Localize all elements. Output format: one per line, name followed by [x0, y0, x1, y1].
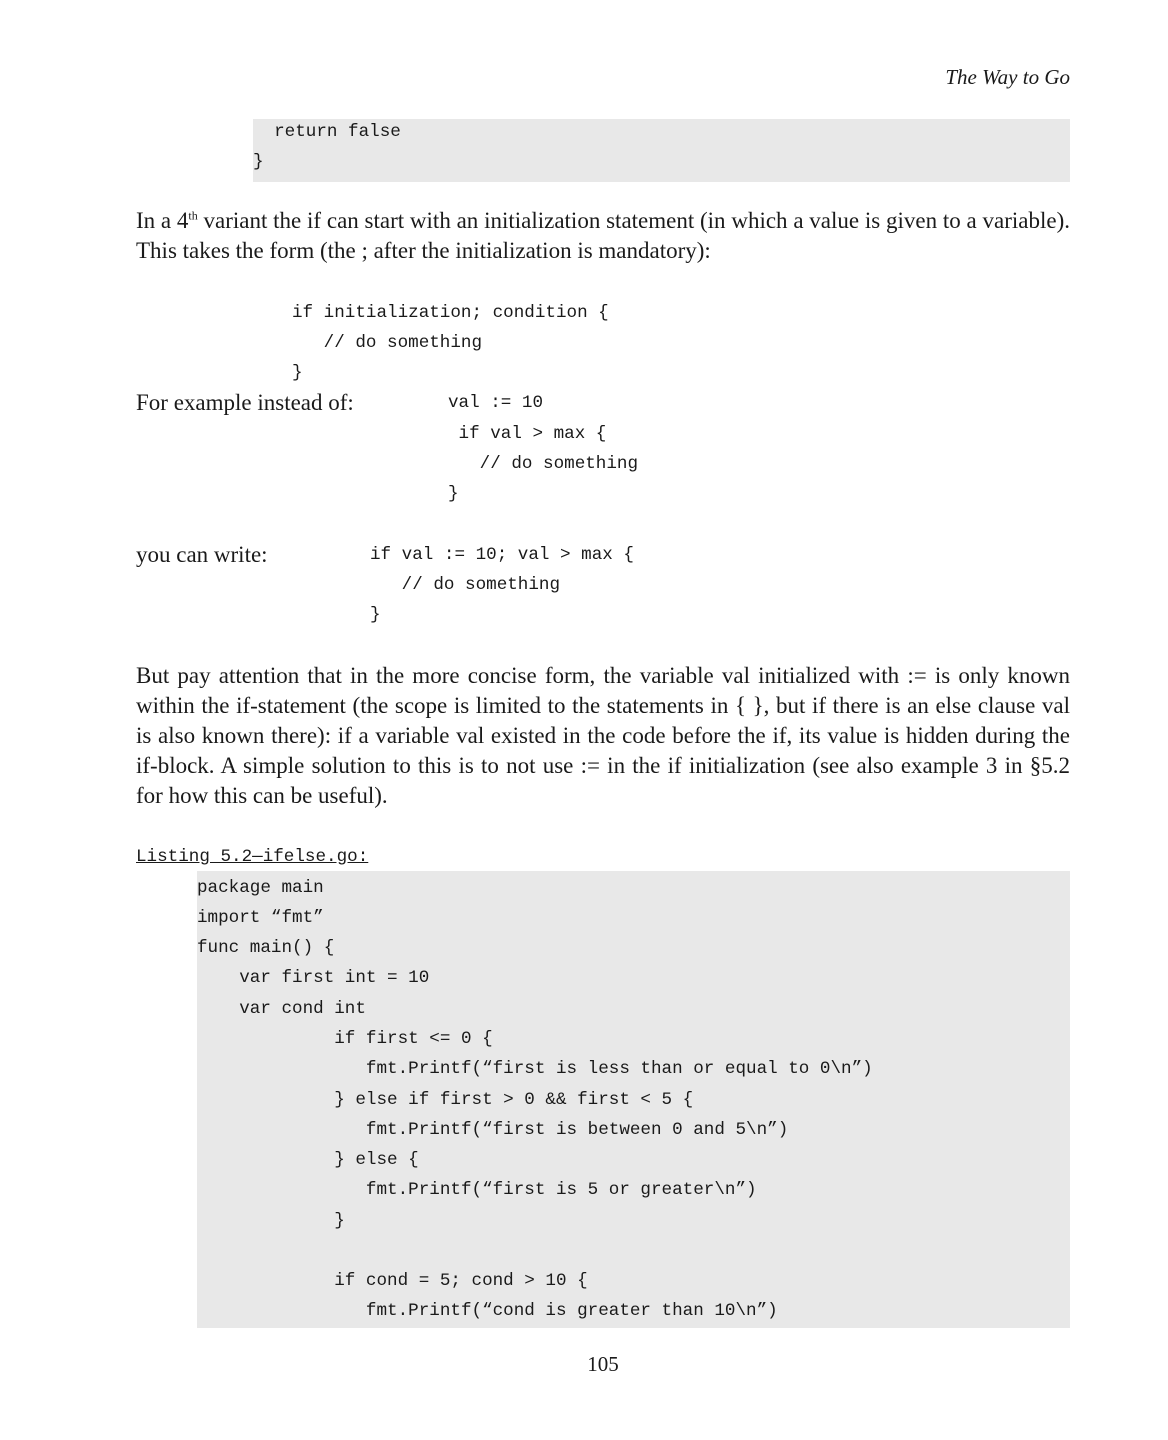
code-line: package main: [197, 878, 324, 898]
code-line: var cond int: [197, 999, 366, 1019]
example-label: For example instead of:: [136, 390, 354, 415]
code-line: var first int = 10: [197, 968, 430, 988]
code-line: fmt.Printf(“cond is greater than 10\n”): [197, 1301, 778, 1321]
code-line: } else if first > 0 && first < 5 {: [197, 1090, 694, 1110]
code-line: }: [253, 152, 264, 172]
code-line: return false: [253, 122, 401, 142]
code-line: } else {: [197, 1150, 419, 1170]
code-line: // do something: [448, 454, 639, 474]
code-line: if first <= 0 {: [197, 1029, 493, 1049]
code-line: import “fmt”: [197, 908, 324, 928]
code-line: fmt.Printf(“first is less than or equal to 0\n”): [197, 1059, 873, 1079]
code-line: // do something: [370, 575, 561, 595]
listing-code-block: [197, 871, 1070, 1328]
paragraph-intro: [136, 206, 1070, 266]
write-label: you can write:: [136, 542, 268, 567]
code-line: }: [448, 484, 459, 504]
paragraph-scope: But pay attention that in the more concise form, the variable val initialized with := is only known within the if-statement (the scope is limited to the statements in { }, but if there is an else clause val is also known there): if a variable val existed in the code before the if, its value is hidden during the if-block. A simple solution to this is to not use := in the if initialization (see also example 3 in §5.2 for how this can be useful).: [136, 663, 1070, 808]
listing-title: Listing 5.2—ifelse.go:: [136, 847, 369, 867]
code-line: }: [370, 605, 381, 625]
code-line: if val := 10; val > max {: [370, 545, 634, 565]
code-line: fmt.Printf(“first is between 0 and 5\n”): [197, 1120, 789, 1140]
code-line: if val > max {: [448, 424, 607, 444]
code-line: if cond = 5; cond > 10 {: [197, 1271, 588, 1291]
code-line: fmt.Printf(“first is 5 or greater\n”): [197, 1180, 757, 1200]
text: In a 4: [136, 208, 189, 233]
code-block-top: [253, 119, 1070, 182]
code-line: // do something: [292, 333, 483, 353]
running-header: The Way to Go: [945, 65, 1070, 89]
page-number: 105: [587, 1352, 619, 1376]
code-line: if initialization; condition {: [292, 303, 609, 323]
code-line: }: [197, 1211, 345, 1231]
code-line: }: [292, 363, 303, 383]
code-line: func main() {: [197, 938, 335, 958]
text: variant the if can start with an initialization statement (in which a value is given to a variable). This takes the form (the ; after the initialization is mandatory):: [136, 208, 1070, 263]
superscript: th: [188, 208, 198, 223]
code-line: val := 10: [448, 393, 544, 413]
